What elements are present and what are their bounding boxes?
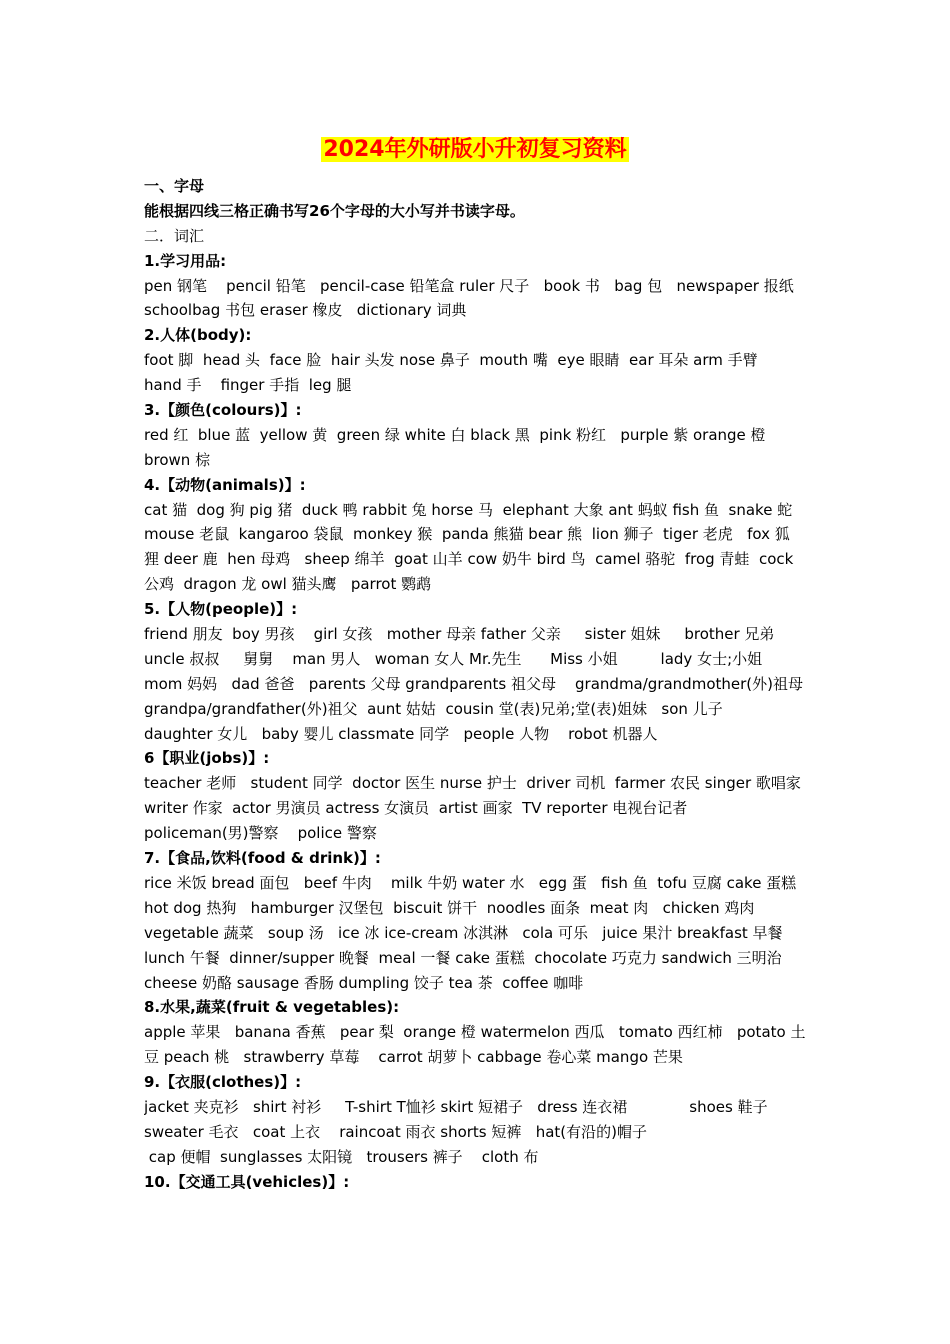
text-line: schoolbag 书包 eraser 橡皮 dictionary 词典 (144, 301, 467, 320)
text-line: cat 猫 dog 狗 pig 猪 duck 鸭 rabbit 兔 horse 马 elephant 大象 ant 蚂蚁 fish 鱼 snake 蛇 (144, 500, 793, 519)
section-heading: 6【职业(jobs)】: (144, 749, 270, 768)
text-line: grandpa/grandfather(外)祖父 aunt 姑姑 cousin 堂(表)兄弟;堂(表)姐妹 son 儿子 (144, 699, 723, 718)
text-line: cap 便帽 sunglasses 太阳镜 trousers 裤子 cloth 布 (144, 1147, 539, 1166)
section-heading: 能根据四线三格正确书写26个字母的大小写并书读字母。 (144, 201, 525, 220)
text-line: pen 钢笔 pencil 铅笔 pencil-case 铅笔盒 ruler 尺子 book 书 bag 包 newspaper 报纸 (144, 276, 794, 295)
text-line: friend 朋友 boy 男孩 girl 女孩 mother 母亲 father 父亲 sister 姐妹 brother 兄弟 (144, 625, 775, 644)
text-line: sweater 毛衣 coat 上衣 raincoat 雨衣 shorts 短裤 hat(有沿的)帽子 (144, 1122, 647, 1141)
text-line: hand 手 finger 手指 leg 腿 (144, 376, 352, 395)
text-line: 二．词汇 (144, 226, 205, 245)
text-line: brown 棕 (144, 450, 211, 469)
text-line: writer 作家 actor 男演员 actress 女演员 artist 画家 TV reporter 电视台记者 (144, 799, 688, 818)
section-heading: 3.【颜色(colours)】: (144, 401, 302, 420)
text-line: uncle 叔叔 舅舅 man 男人 woman 女人 Mr.先生 Miss 小姐 lady 女士;小姐 (144, 649, 763, 668)
section-heading: 1.学习用品: (144, 251, 227, 270)
document-title-wrapper (0, 134, 950, 166)
text-line: jacket 夹克衫 shirt 衬衫 T-shirt T恤衫 skirt 短裙子 dress 连衣裙 shoes 鞋子 (144, 1097, 768, 1116)
text-line: mom 妈妈 dad 爸爸 parents 父母 grandparents 祖父母 grandma/grandmother(外)祖母 (144, 674, 803, 693)
text-line: rice 米饭 bread 面包 beef 牛肉 milk 牛奶 water 水 egg 蛋 fish 鱼 tofu 豆腐 cake 蛋糕 (144, 873, 797, 892)
section-heading: 一、字母 (144, 177, 205, 195)
text-line: foot 脚 head 头 face 脸 hair 头发 nose 鼻子 mouth 嘴 eye 眼睛 ear 耳朵 arm 手臂 (144, 351, 758, 370)
text-line: daughter 女儿 baby 婴儿 classmate 同学 people 人物 robot 机器人 (144, 724, 658, 743)
document-title: 2024年外研版小升初复习资料 (323, 137, 627, 162)
section-heading: 8.水果,蔬菜(fruit & vegetables): (144, 998, 400, 1017)
text-line: hot dog 热狗 hamburger 汉堡包 biscuit 饼干 noodles 面条 meat 肉 chicken 鸡肉 (144, 898, 755, 917)
section-heading: 4.【动物(animals)】: (144, 475, 306, 494)
text-line: policeman(男)警察 police 警察 (144, 824, 377, 843)
section-heading: 10.【交通工具(vehicles)】: (144, 1172, 350, 1191)
section-heading: 9.【衣服(clothes)】: (144, 1073, 302, 1092)
section-heading: 7.【食品,饮料(food & drink)】: (144, 849, 381, 868)
document-body (144, 174, 824, 1195)
text-line: apple 苹果 banana 香蕉 pear 梨 orange 橙 watermelon 西瓜 tomato 西红柿 potato 土 (144, 1023, 806, 1042)
text-line: lunch 午餐 dinner/supper 晚餐 meal 一餐 cake 蛋糕 chocolate 巧克力 sandwich 三明治 (144, 948, 782, 967)
section-heading: 2.人体(body): (144, 326, 252, 345)
text-line: 豆 peach 桃 strawberry 草莓 carrot 胡萝卜 cabbage 卷心菜 mango 芒果 (144, 1048, 683, 1067)
text-line: teacher 老师 student 同学 doctor 医生 nurse 护士 driver 司机 farmer 农民 singer 歌唱家 (144, 774, 801, 793)
section-heading: 5.【人物(people)】: (144, 600, 298, 619)
text-line: 狸 deer 鹿 hen 母鸡 sheep 绵羊 goat 山羊 cow 奶牛 bird 鸟 camel 骆驼 frog 青蛙 cock (144, 550, 794, 569)
text-line: mouse 老鼠 kangaroo 袋鼠 monkey 猴 panda 熊猫 bear 熊 lion 狮子 tiger 老虎 fox 狐 (144, 525, 790, 544)
text-line: vegetable 蔬菜 soup 汤 ice 冰 ice-cream 冰淇淋 cola 可乐 juice 果汁 breakfast 早餐 (144, 923, 783, 942)
text-line: red 红 blue 蓝 yellow 黄 green 绿 white 白 black 黑 pink 粉红 purple 紫 orange 橙 (144, 425, 766, 444)
text-line: cheese 奶酪 sausage 香肠 dumpling 饺子 tea 茶 coffee 咖啡 (144, 973, 584, 992)
text-line: 公鸡 dragon 龙 owl 猫头鹰 parrot 鹦鹉 (144, 575, 432, 594)
